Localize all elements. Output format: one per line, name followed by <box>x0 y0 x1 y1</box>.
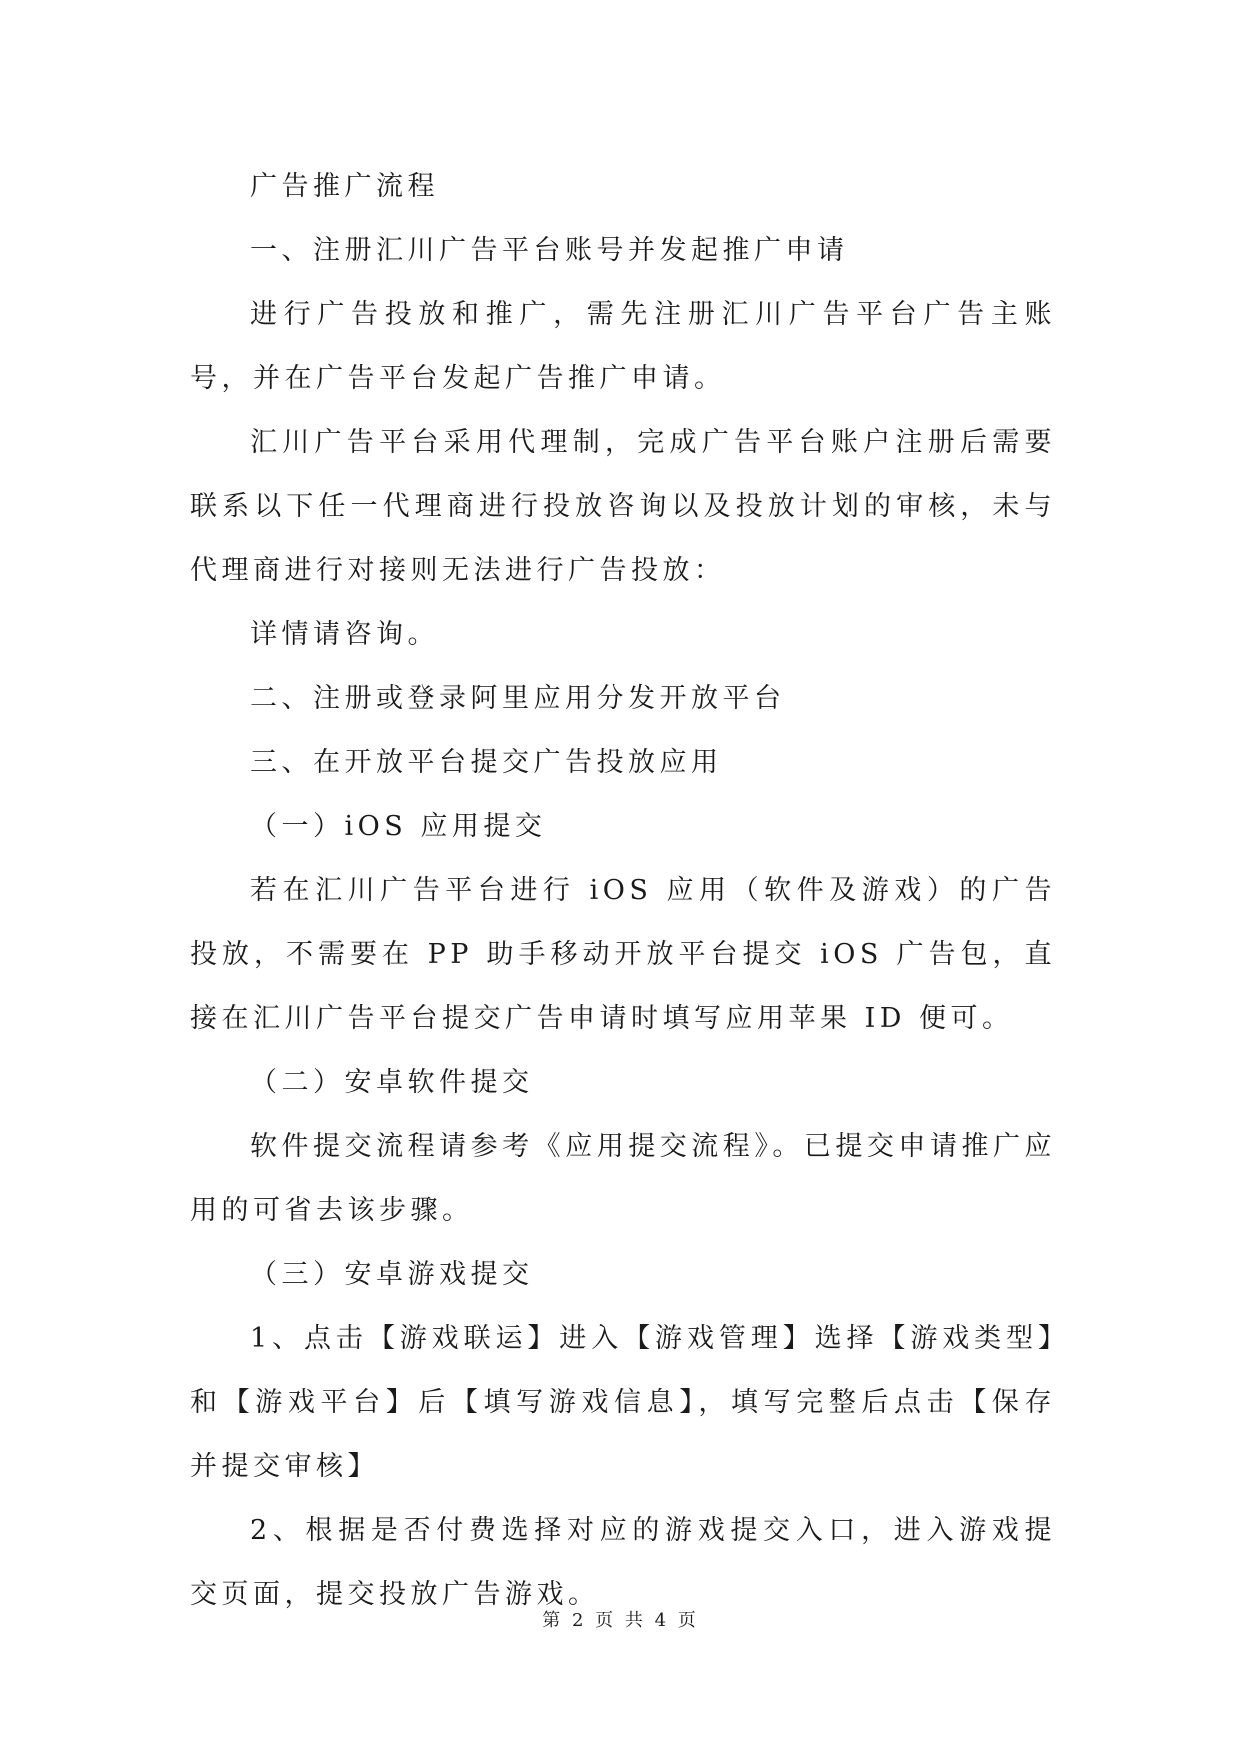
page-number <box>0 1606 1241 1632</box>
section-heading-1: 一、注册汇川广告平台账号并发起推广申请 <box>250 235 849 266</box>
page-number-suffix: 页 <box>677 1610 699 1631</box>
subsection-heading-ios: （一）iOS 应用提交 <box>250 811 547 842</box>
paragraph: 若在汇川广告平台进行 iOS 应用（软件及游戏）的广告投放，不需要在 PP 助手移动开放平台提交 iOS 广告包，直接在汇川广告平台提交广告申请时填写应用苹果 ID 便可。 <box>190 875 1056 1034</box>
section-heading-3: 三、在开放平台提交广告投放应用 <box>250 747 723 778</box>
document-body <box>190 155 1056 1627</box>
subsection-heading-android-game: （三）安卓游戏提交 <box>250 1259 534 1290</box>
page-number-current: 2 <box>571 1610 587 1631</box>
page-number-prefix: 第 <box>542 1610 564 1631</box>
list-item: 1、点击【游戏联运】进入【游戏管理】选择【游戏类型】和【游戏平台】后【填写游戏信息】，填写完整后点击【保存并提交审核】 <box>190 1323 1056 1482</box>
document-title: 广告推广流程 <box>250 171 439 202</box>
paragraph: 详情请咨询。 <box>250 619 439 650</box>
paragraph: 进行广告投放和推广，需先注册汇川广告平台广告主账号，并在广告平台发起广告推广申请。 <box>190 299 1056 394</box>
page-number-total: 4 <box>654 1610 670 1631</box>
page-number-middle: 页 共 <box>595 1610 646 1631</box>
paragraph: 软件提交流程请参考《应用提交流程》。已提交申请推广应用的可省去该步骤。 <box>190 1131 1056 1226</box>
paragraph: 汇川广告平台采用代理制，完成广告平台账户注册后需要联系以下任一代理商进行投放咨询以及投放计划的审核，未与代理商进行对接则无法进行广告投放： <box>190 427 1056 586</box>
list-item: 2、根据是否付费选择对应的游戏提交入口，进入游戏提交页面，提交投放广告游戏。 <box>190 1515 1056 1610</box>
subsection-heading-android-software: （二）安卓软件提交 <box>250 1067 534 1098</box>
section-heading-2: 二、注册或登录阿里应用分发开放平台 <box>250 683 786 714</box>
